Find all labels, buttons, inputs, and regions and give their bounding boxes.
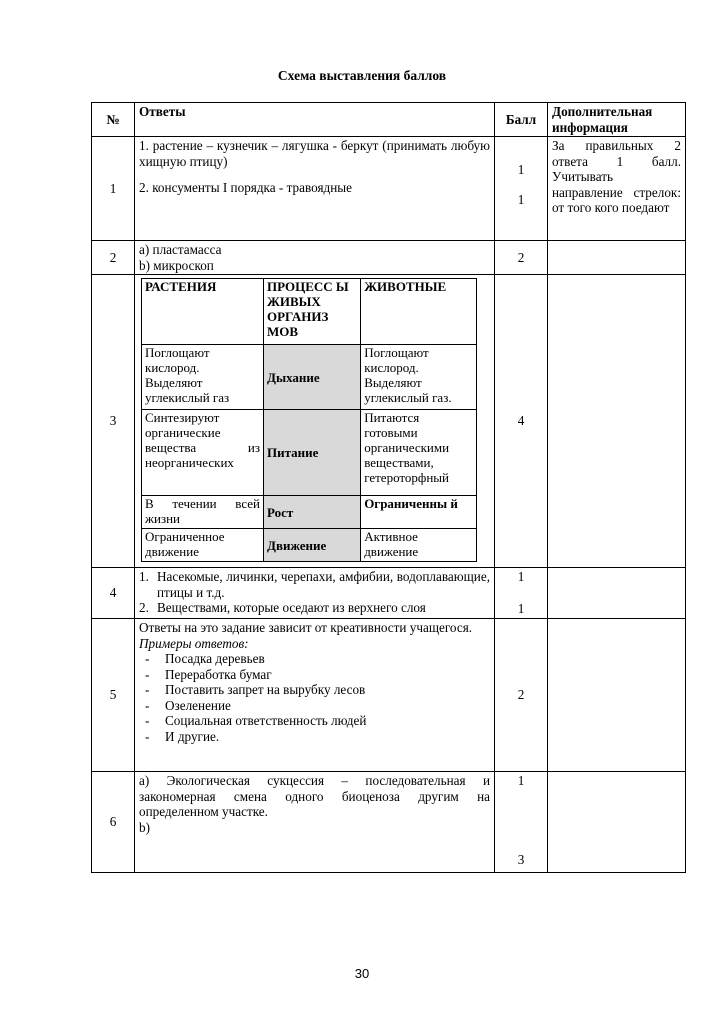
score-value: 1: [517, 191, 525, 207]
header-info: Дополнительная информация: [548, 103, 686, 137]
answer-line: b): [139, 819, 150, 835]
score-value: 1: [517, 569, 525, 584]
row-number: 3: [92, 275, 135, 568]
process-table: [141, 278, 477, 562]
header-num: №: [92, 103, 135, 137]
list-item: - И другие.: [145, 728, 220, 744]
info-cell: [548, 275, 686, 568]
inner-header: ПРОЦЕСС Ы ЖИВЫХ ОРГАНИЗ МОВ: [264, 279, 361, 345]
info-cell: За правильных 2 ответа 1 балл. Учитывать направление стрелок: от того кого поедают: [548, 137, 686, 241]
answer-line: b) микроскоп: [139, 257, 214, 273]
table-row: [92, 275, 686, 568]
info-cell: [548, 568, 686, 619]
header-row: [92, 103, 686, 137]
score-cell: [495, 772, 548, 873]
row-number: 2: [92, 241, 135, 275]
list-item: 1. Насекомые, личинки, черепахи, амфибии, водоплавающие, птицы и т.д.: [139, 569, 490, 600]
row-number: 5: [92, 619, 135, 772]
answer-line: a) пластамасса: [139, 242, 222, 257]
table-row: [92, 137, 686, 241]
score-cell: [495, 137, 548, 241]
list-item: - Поставить запрет на вырубку лесов: [145, 682, 366, 697]
answer-intro: Ответы на это задание зависит от креативности учащегося.: [139, 620, 473, 635]
inner-cell: Синтезируют органические вещества из неорганических: [142, 410, 264, 496]
row-number: 4: [92, 568, 135, 619]
list-item: - Посадка деревьев: [145, 651, 265, 666]
scoring-table: [91, 102, 686, 873]
header-score: Балл: [495, 103, 548, 137]
list-item: - Озеленение: [145, 697, 231, 713]
answer-line: 1. растение – кузнечик – лягушка - беркут (принимать любую хищную птицу): [139, 138, 490, 169]
score-value: 2: [495, 241, 548, 275]
inner-cell: Ограниченны й: [361, 496, 477, 529]
info-cell: [548, 241, 686, 275]
row-number: 1: [92, 137, 135, 241]
list-item: - Переработка бумаг: [145, 666, 272, 682]
answer-cell: [135, 568, 495, 619]
inner-cell: Поглощают кислород. Выделяют углекислый газ.: [361, 345, 477, 410]
inner-header: РАСТЕНИЯ: [142, 279, 264, 345]
inner-header: ЖИВОТНЫЕ: [361, 279, 477, 345]
process-cell: Рост: [264, 496, 361, 529]
page-title: Схема выставления баллов: [277, 68, 447, 83]
list-item: 2. Веществами, которые оседают из верхнего слоя: [139, 600, 426, 615]
score-value: 2: [495, 619, 548, 772]
inner-cell: Активное движение: [361, 529, 477, 562]
table-row: [92, 619, 686, 772]
answer-line: 2. консументы I порядка - травоядные: [139, 180, 353, 195]
answer-line: a) Экологическая сукцессия – последовательная и закономерная смена одного биоценоза другим на определенном участке.: [139, 773, 490, 819]
process-cell: Питание: [264, 410, 361, 496]
header-answers: Ответы: [135, 103, 495, 137]
inner-cell: Ограниченное движение: [142, 529, 264, 562]
info-cell: [548, 772, 686, 873]
answer-cell: [135, 137, 495, 241]
process-cell: Дыхание: [264, 345, 361, 410]
score-value: 1: [517, 773, 525, 788]
score-cell: [495, 568, 548, 619]
page-number: 30: [354, 966, 370, 981]
row-number: 6: [92, 772, 135, 873]
examples-label: Примеры ответов:: [139, 635, 249, 651]
inner-cell: В течении всей жизни: [142, 496, 264, 529]
table-row: [92, 568, 686, 619]
list-item: - Социальная ответственность людей: [145, 713, 367, 728]
info-cell: [548, 619, 686, 772]
table-row: [92, 241, 686, 275]
score-value: 1: [517, 600, 525, 616]
score-value: 3: [517, 851, 525, 867]
answer-cell: [135, 619, 495, 772]
answer-cell: [135, 241, 495, 275]
process-cell: Движение: [264, 529, 361, 562]
score-value: 1: [517, 162, 525, 177]
answer-cell: [135, 275, 495, 568]
inner-cell: Питаются готовыми органическими веществами, гетероторфный: [361, 410, 477, 496]
score-value: 4: [495, 275, 548, 568]
table-row: [92, 772, 686, 873]
answer-cell: [135, 772, 495, 873]
inner-cell: Поглощают кислород. Выделяют углекислый газ: [142, 345, 264, 410]
